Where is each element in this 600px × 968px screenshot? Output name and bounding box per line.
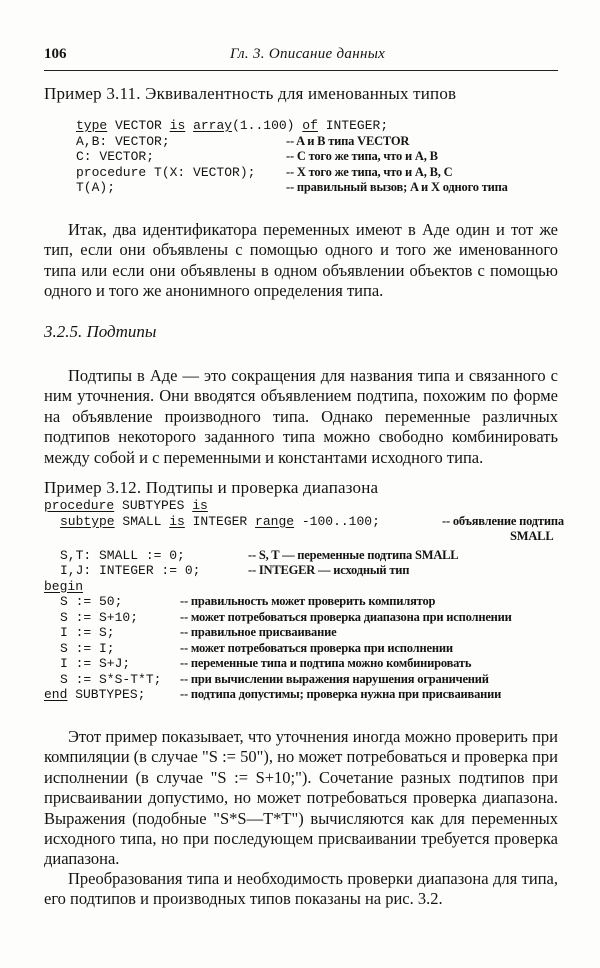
- example-3-11-code: [76, 118, 566, 196]
- example-3-12-code: [44, 498, 564, 703]
- example-3-11-caption: Пример 3.11. Эквивалентность для именованных типов: [44, 84, 457, 103]
- code-comment: -- объявление подтипа: [442, 513, 564, 528]
- page-number: 106: [44, 46, 67, 62]
- code-text: S := S+10;: [60, 609, 139, 625]
- code-comment: -- INTEGER — исходный тип: [248, 563, 410, 577]
- code-procedure-header: procedure SUBTYPES is: [44, 498, 208, 513]
- code-line: [44, 498, 564, 514]
- paragraph-subtypes-intro: Подтипы в Аде — это сокращения для названия типа и связанного с ним уточнения. Они вводятся объявлением подтипа, похожим по форме на объявление производного типа. Однако переменные различных подтипов некоторого заданного типа можно свободно комбинировать между собой и с переменными и константами исходного типа.: [44, 366, 558, 467]
- code-text: S,T: SMALL := 0;: [60, 547, 185, 563]
- code-text: A,B: VECTOR;: [76, 133, 170, 149]
- keyword: is: [192, 498, 208, 513]
- code-text: procedure T(X: VECTOR);: [76, 164, 256, 180]
- code-line: [44, 579, 564, 595]
- code-text: I := S+J;: [60, 656, 131, 671]
- code-text: I := S;: [60, 625, 115, 640]
- chapter-title: Гл. 3. Описание данных: [230, 46, 386, 62]
- code-comment: -- C того же типа, что и A, B: [286, 149, 438, 163]
- code-line: [76, 149, 566, 165]
- code-line: [44, 563, 564, 579]
- code-end: end SUBTYPES;: [44, 687, 146, 702]
- code-line: [44, 625, 564, 641]
- code-text: C: VECTOR;: [76, 149, 155, 164]
- keyword: range: [255, 513, 295, 529]
- paragraph-conversions: Преобразования типа и необходимость проверки диапазона для типа, его подтипов и производных типов показаны на рис. 3.2.: [44, 869, 558, 909]
- code-line: [44, 656, 564, 672]
- keyword: of: [302, 118, 318, 133]
- code-comment-continuation: SMALL: [510, 529, 554, 543]
- code-comment: -- правильный вызов; A и X одного типа: [286, 180, 508, 194]
- running-head: [44, 46, 558, 68]
- code-line: [76, 118, 566, 134]
- code-text: S := 50;: [60, 594, 123, 609]
- code-line: [44, 514, 564, 530]
- code-comment: -- при вычислении выражения нарушения ограничений: [180, 671, 489, 686]
- keyword: end: [44, 687, 68, 702]
- code-text: T(A);: [76, 180, 116, 195]
- keyword: type: [76, 118, 108, 133]
- code-comment: -- X того же типа, что и A, B, C: [286, 164, 453, 179]
- code-comment: -- правильность может проверить компилятор: [180, 594, 436, 608]
- code-line: [44, 610, 564, 626]
- keyword-begin: begin: [44, 578, 84, 594]
- keyword: procedure: [44, 498, 115, 513]
- code-line: [44, 672, 564, 688]
- code-comment: -- S, T — переменные подтипа SMALL: [248, 547, 459, 562]
- code-line: [76, 134, 566, 150]
- keyword: is: [169, 513, 185, 529]
- paragraph-range-check: Этот пример показывает, что уточнения иногда можно проверить при компиляции (в случае "S := 50"), но может потребоваться и проверка при исполнении (в случае "S := S+10;"). Сочетание разных подтипов при присваивании допустимо, но может потребоваться проверка диапазона. Выражения (подобные "S*S—T*T") вычисляются как для переменных исходного типа, но при последующем присваивании требуется проверка диапазона.: [44, 727, 558, 869]
- code-subtype-decl: subtype SMALL is INTEGER range -100..100;: [60, 513, 380, 529]
- code-line: [44, 548, 564, 564]
- keyword: array: [193, 118, 233, 133]
- keyword: subtype: [60, 513, 115, 529]
- code-text: I,J: INTEGER := 0;: [60, 563, 201, 578]
- code-comment: -- правильное присваивание: [180, 625, 337, 639]
- code-line: [76, 180, 566, 196]
- keyword: is: [169, 118, 186, 133]
- code-text: S := I;: [60, 640, 115, 656]
- code-line: [44, 529, 564, 545]
- code-comment: -- может потребоваться проверка диапазона при исполнении: [180, 609, 512, 624]
- code-comment: -- A и B типа VECTOR: [286, 133, 410, 148]
- code-type-decl: type VECTOR is array(1..100) of INTEGER;: [76, 118, 389, 133]
- code-comment: -- подтипа допустимы; проверка нужна при присваивании: [180, 687, 502, 701]
- code-comment: -- переменные типа и подтипа можно комбинировать: [180, 656, 472, 670]
- code-line: [44, 687, 564, 703]
- section-heading: 3.2.5. Подтипы: [44, 322, 157, 341]
- code-text: S := S*S-T*T;: [60, 671, 162, 687]
- code-line: [76, 165, 566, 181]
- code-comment: -- может потребоваться проверка при исполнении: [180, 640, 453, 655]
- paragraph-type-equivalence: Итак, два идентификатора переменных имеют в Аде один и тот же тип, если они объявлены с помощью одного и того же именованного типа или если они объявлены в одном объявлении объектов с помощью одного и того же анонимного определения типа.: [44, 220, 558, 301]
- code-line: [44, 641, 564, 657]
- code-line: [44, 594, 564, 610]
- example-3-12-caption: Пример 3.12. Подтипы и проверка диапазона: [44, 478, 379, 497]
- header-rule: [44, 70, 558, 71]
